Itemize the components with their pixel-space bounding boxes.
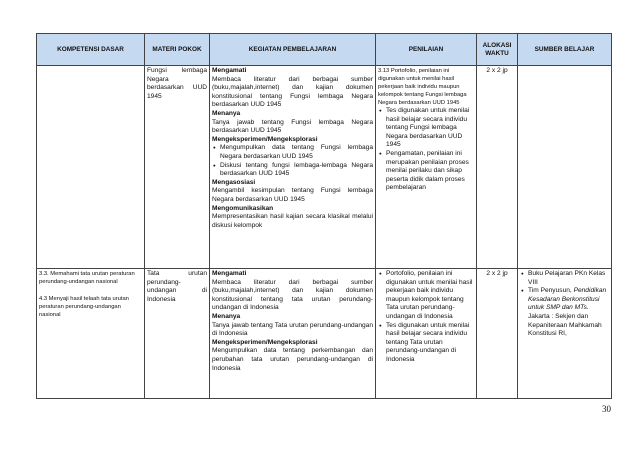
header-sumber-belajar: SUMBER BELAJAR [518, 34, 612, 66]
sumber-book-title: Pendidikan Kesadaran Berkonstitusi untuk SMP dan MTs. [528, 287, 607, 312]
row1-kegiatan-komunikasi-text: Mempresentasikan hasil kajian secara klasikal melalui diskusi kelompok [212, 213, 373, 229]
header-kompetensi-dasar: KOMPETENSI DASAR [37, 34, 145, 66]
row1-kegiatan-eksplorasi-heading: Mengeksperimen/Mengeksplorasi [212, 135, 318, 143]
row1-kegiatan-mengamati-heading: Mengamati [212, 67, 247, 74]
list-item: ● Tes digunakan untuk menilai hasil belajar secara individu tentang Fungsi lembaga Negara berdasarkan UUD 1945 [378, 107, 474, 150]
row2-penilaian [376, 269, 477, 399]
list-item: ● Pengamatan, penilaian ini merupakan penilaian proses menilai perilaku dan sikap peserta didik dalam proses pembelajaran [378, 150, 474, 193]
sumber-publisher: Jakarta : Sekjen dan Kepaniteraan Mahkamah Konstitusi RI, [528, 312, 602, 338]
row2-kegiatan-mengamati-text: Membaca literatur dari berbagai sumber (buku,majalah,internet) dan kajian dokumen konstitusional tentang tata urutan perundang-undangan di Indonesia [212, 278, 373, 312]
list-item: ● Portofolio, penilaian ini digunakan untuk menilai hasil pekerjaan baik individu maupun kelompok tentang Tata urutan perundang-undangan di Indonesia [378, 270, 474, 322]
row1-kegiatan-komunikasi-heading: Mengomunikasikan [212, 204, 274, 212]
row1-materi: Fungsi lembaga Negara berdasarkan UUD 1945 [145, 66, 210, 269]
row1-kegiatan-asosiasi-heading: Mengasosiasi [212, 178, 256, 186]
syllabus-table [36, 33, 612, 399]
table-row [37, 269, 612, 399]
row1-kegiatan [210, 66, 376, 269]
list-item: ● Diskusi tentang fungsi lembaga-lembaga Negara berdasarkan UUD 1945 [212, 162, 373, 179]
row1-penilaian-portofolio: 3.13 Portofolio, penilaian ini digunakan untuk menilai hasil pekerjaan baik individu maupun kelompok tentang Fungsi lembaga Negara berdasarkan UUD 1945 [378, 68, 467, 106]
row2-kompetensi-3-3: 3.3. Memahami tata urutan peraturan perundang-undangan nasional [39, 271, 135, 285]
list-item [520, 287, 609, 339]
row1-kegiatan-menanya-text: Tanya jawab tentang Fungsi lembaga Negara berdasarkan UUD 1945 [212, 118, 373, 135]
header-row [37, 34, 612, 66]
list-item: ● Buku Pelajaran PKn Kelas VIII [520, 270, 609, 287]
row2-kegiatan-eksplorasi-text: Mengumpulkan data tentang perkembangan dan perubahan tata urutan perundang-undangan di Indonesia [212, 347, 373, 372]
row2-kegiatan-eksplorasi-heading: Mengeksperimen/Mengeksplorasi [212, 338, 318, 346]
page-number: 30 [602, 404, 611, 414]
row1-kegiatan-menanya-heading: Menanya [212, 109, 241, 117]
row2-kegiatan-menanya-text: Tanya jawab tentang Tata urutan perundang-undangan di Indonesia [212, 321, 373, 338]
row1-kompetensi [37, 66, 145, 269]
row2-kegiatan-menanya-heading: Menanya [212, 312, 241, 320]
sumber-author: Tim Penyusun, [528, 287, 572, 295]
row1-kegiatan-asosiasi-text: Mengambil kesimpulan tentang Fungsi lembaga Negara berdasarkan UUD 1945 [212, 187, 373, 203]
row2-kegiatan-mengamati-heading: Mengamati [212, 270, 247, 277]
row2-kompetensi-4-3: 4.3 Menyaji hasil telaah tata urutan peraturan perundang-undangan nasional [39, 296, 129, 318]
table-row [37, 66, 612, 269]
header-alokasi-waktu: ALOKASI WAKTU [477, 34, 518, 66]
list-item: ● Tes digunakan untuk menilai hasil belajar secara individu tentang Tata urutan perundang-undangan di Indonesia [378, 322, 474, 365]
row1-penilaian [376, 66, 477, 269]
row2-alokasi: 2 x 2 jp [477, 269, 518, 399]
row1-alokasi: 2 x 2 jp [477, 66, 518, 269]
row2-sumber [518, 269, 612, 399]
list-item: ● Mengumpulkan data tentang Fungsi lembaga Negara berdasarkan UUD 1945 [212, 144, 373, 161]
header-kegiatan-pembelajaran: KEGIATAN PEMBELAJARAN [210, 34, 376, 66]
row1-sumber [518, 66, 612, 269]
row2-kegiatan [210, 269, 376, 399]
row2-kompetensi [37, 269, 145, 399]
header-penilaian: PENILAIAN [376, 34, 477, 66]
row1-kegiatan-mengamati-text: Membaca literatur dari berbagai sumber (buku,majalah,internet) dan kajian dokumen konstitusional tentang Fungsi lembaga Negara berdasarkan UUD 1945 [212, 75, 373, 109]
row2-materi: Tata urutan perundang-undangan di Indonesia [145, 269, 210, 399]
header-materi-pokok: MATERI POKOK [145, 34, 210, 66]
